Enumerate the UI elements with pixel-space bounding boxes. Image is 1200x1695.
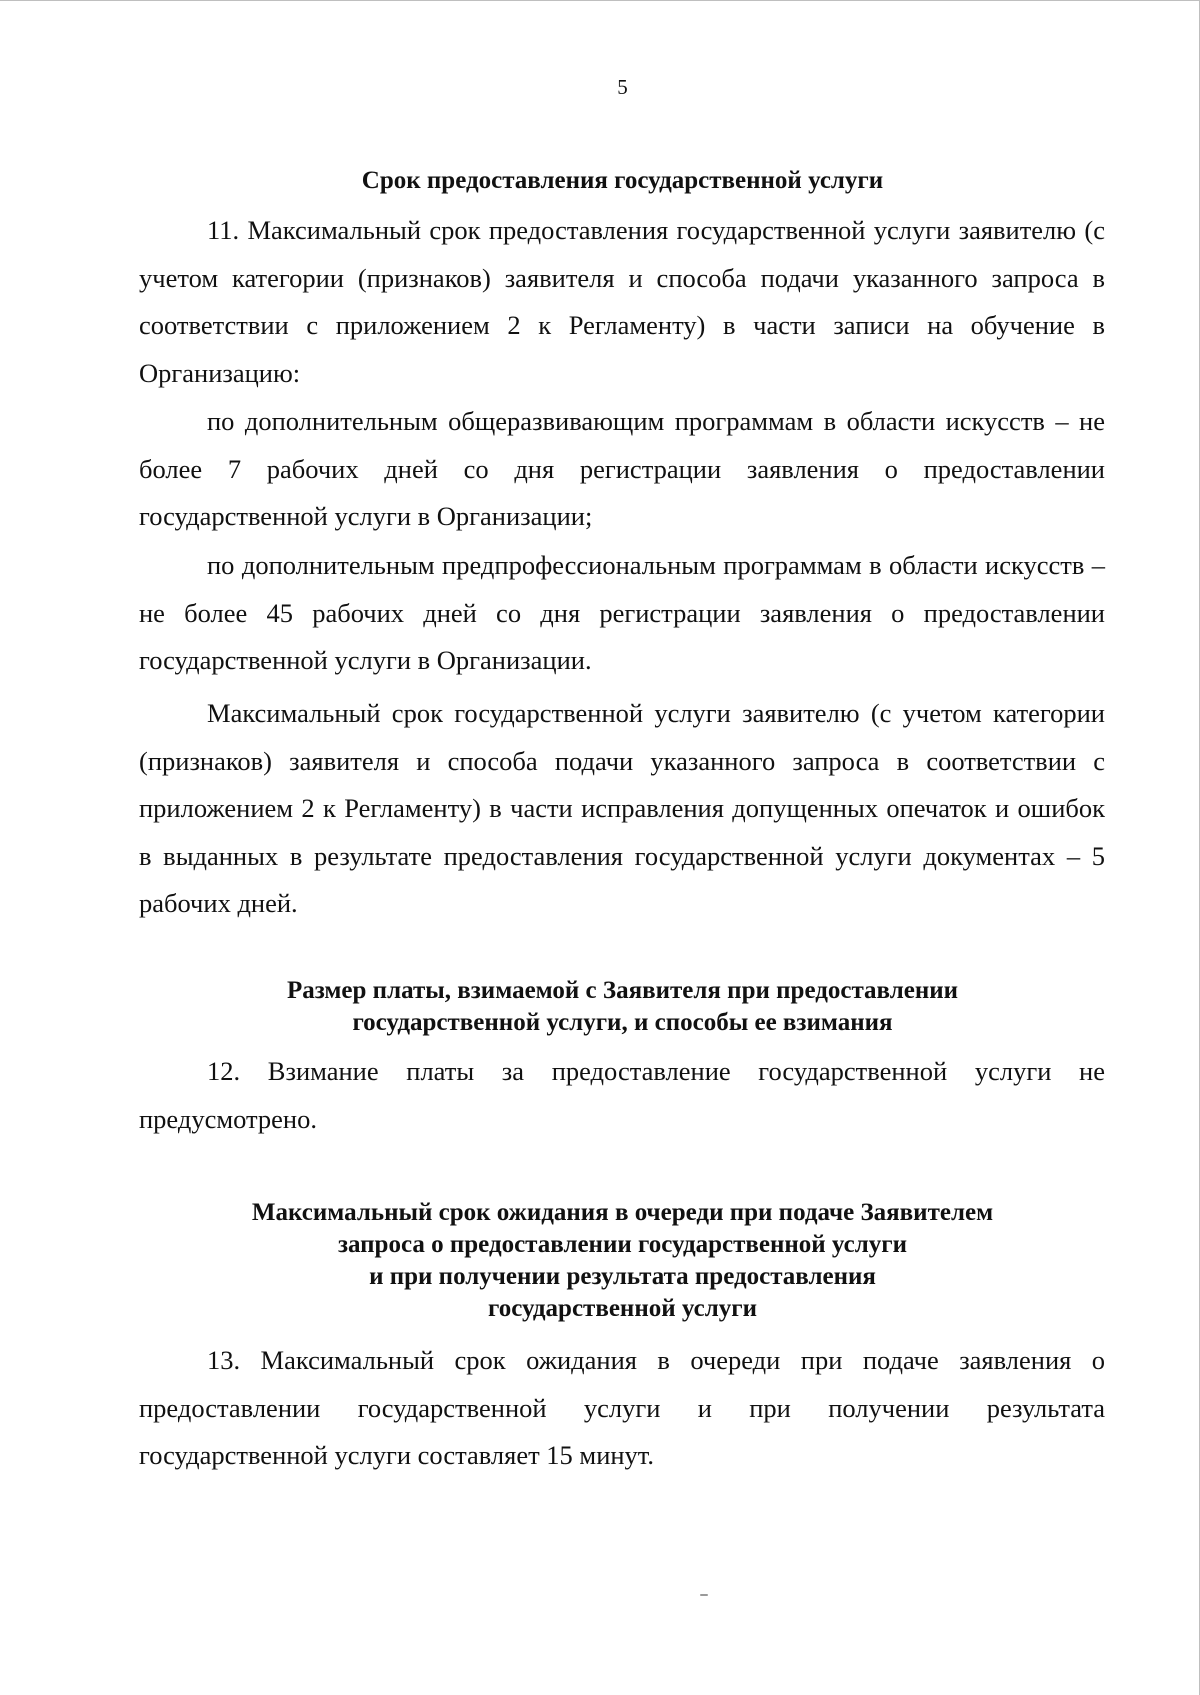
- page-number: 5: [617, 75, 628, 99]
- section-heading-term: [0, 165, 1200, 197]
- paragraph-preprofessional-programs: по дополнительным предпрофессиональным программам в области искусств – не более 45 рабочих дней со дня регистрации заявления о предоставлении государственной услуги в Организации.: [139, 550, 1105, 675]
- heading-line: Срок предоставления государственной услуги: [361, 167, 884, 194]
- section-heading-queue: [0, 1197, 1200, 1325]
- paragraph-general-programs: по дополнительным общеразвивающим программам в области искусств – не более 7 рабочих дней со дня регистрации заявления о предоставлении государственной услуги в Организации;: [139, 406, 1105, 531]
- heading-line: запроса о предоставлении государственной услуги: [337, 1231, 908, 1258]
- heading-line: и при получении результата предоставления: [369, 1263, 876, 1290]
- paragraph-13: 13. Максимальный срок ожидания в очереди при подаче заявления о предоставлении государственной услуги и при получении результата государственной услуги составляет 15 минут.: [139, 1345, 1105, 1470]
- paragraph-11: 11. Максимальный срок предоставления государственной услуги заявителю (с учетом категории (признаков) заявителя и способа подачи указанного запроса в соответствии с приложением 2 к Регламенту) в части записи на обучение в Организацию:: [139, 215, 1105, 388]
- paragraph-12: 12. Взимание платы за предоставление государственной услуги не предусмотрено.: [139, 1056, 1105, 1134]
- heading-line: Максимальный срок ожидания в очереди при подаче Заявителем: [251, 1199, 994, 1226]
- heading-line: государственной услуги, и способы ее взимания: [352, 1009, 893, 1036]
- scan-mark: [700, 1594, 708, 1596]
- heading-line: Размер платы, взимаемой с Заявителя при предоставлении: [286, 977, 959, 1004]
- paragraph-corrections-term: Максимальный срок государственной услуги заявителю (с учетом категории (признаков) заявителя и способа подачи указанного запроса в соответствии с приложением 2 к Регламенту) в части исправления допущенных опечаток и ошибок в выданных в результате предоставления государственной услуги документах – 5 рабочих дней.: [139, 698, 1105, 918]
- heading-line: государственной услуги: [487, 1295, 758, 1322]
- section-heading-fee: [0, 975, 1200, 1039]
